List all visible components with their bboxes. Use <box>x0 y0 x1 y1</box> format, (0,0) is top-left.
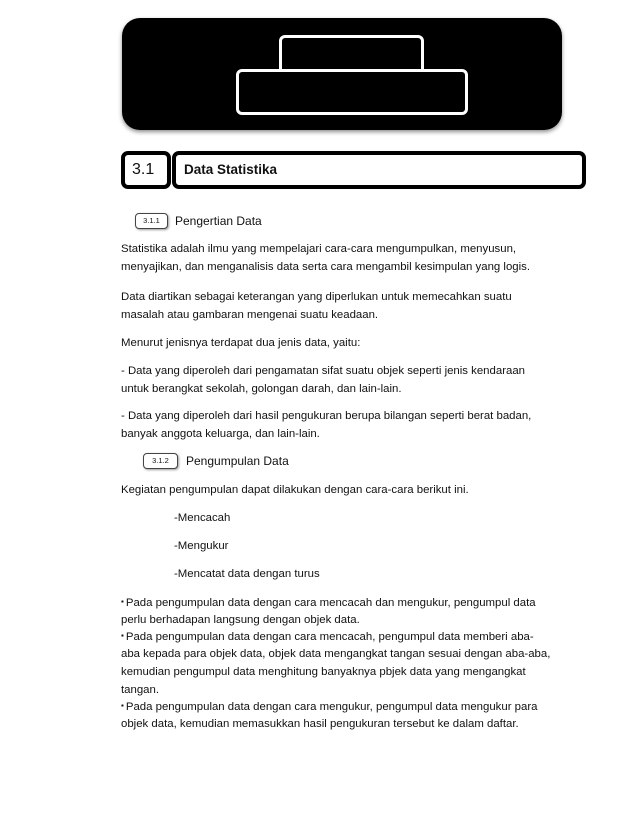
method-item: -Mencacah <box>174 512 231 524</box>
bullet-icon: ▪ <box>121 631 124 640</box>
paragraph-line: banyak anggota keluarga, dan lain-lain. <box>121 428 320 440</box>
banner-box-bottom <box>236 69 468 115</box>
section-title: Data Statistika <box>172 151 586 189</box>
subsection-number-badge: 3.1.1 <box>135 213 168 229</box>
bullet-icon: ▪ <box>121 597 124 606</box>
chapter-banner <box>122 18 562 130</box>
method-item: -Mengukur <box>174 540 229 552</box>
bullet-icon: ▪ <box>121 701 124 710</box>
paragraph-line: masalah atau gambaran mengenai suatu keadaan. <box>121 309 379 321</box>
bullet-line: tangan. <box>121 684 160 696</box>
bullet-line: objek data, kemudian memasukkan hasil pengukuran tersebut ke dalam daftar. <box>121 718 519 730</box>
section-number: 3.1 <box>121 151 171 189</box>
subsection-title: Pengumpulan Data <box>186 454 289 468</box>
paragraph-line: Statistika adalah ilmu yang mempelajari cara-cara mengumpulkan, menyusun, <box>121 243 517 255</box>
subsection-title: Pengertian Data <box>175 214 262 228</box>
paragraph-line: menyajikan, dan menganalisis data serta cara mengambil kesimpulan yang logis. <box>121 261 531 273</box>
paragraph-line: Data diartikan sebagai keterangan yang diperlukan untuk memecahkan suatu <box>121 291 512 303</box>
subsection-number-badge: 3.1.2 <box>143 453 178 469</box>
method-item: -Mencatat data dengan turus <box>174 568 320 580</box>
paragraph-line: - Data yang diperoleh dari pengamatan sifat suatu objek seperti jenis kendaraan <box>121 365 525 377</box>
paragraph-line: - Data yang diperoleh dari hasil pengukuran berupa bilangan seperti berat badan, <box>121 410 532 422</box>
paragraph-line: Menurut jenisnya terdapat dua jenis data, yaitu: <box>121 337 361 349</box>
bullet-line: perlu berhadapan langsung dengan objek data. <box>121 614 360 626</box>
bullet-line: aba kepada para objek data, objek data mengangkat tangan sesuai dengan aba-aba, <box>121 648 551 660</box>
bullet-line: ▪ Pada pengumpulan data dengan cara mencacah dan mengukur, pengumpul data <box>121 597 536 609</box>
bullet-line: ▪ Pada pengumpulan data dengan cara mengukur, pengumpul data mengukur para <box>121 701 538 713</box>
bullet-line: ▪ Pada pengumpulan data dengan cara mencacah, pengumpul data memberi aba- <box>121 631 534 643</box>
paragraph-line: untuk berangkat sekolah, golongan darah, dan lain-lain. <box>121 383 402 395</box>
bullet-line: kemudian pengumpul data menghitung banyaknya pbjek data yang mengangkat <box>121 666 526 678</box>
paragraph-line: Kegiatan pengumpulan dapat dilakukan dengan cara-cara berikut ini. <box>121 484 469 496</box>
